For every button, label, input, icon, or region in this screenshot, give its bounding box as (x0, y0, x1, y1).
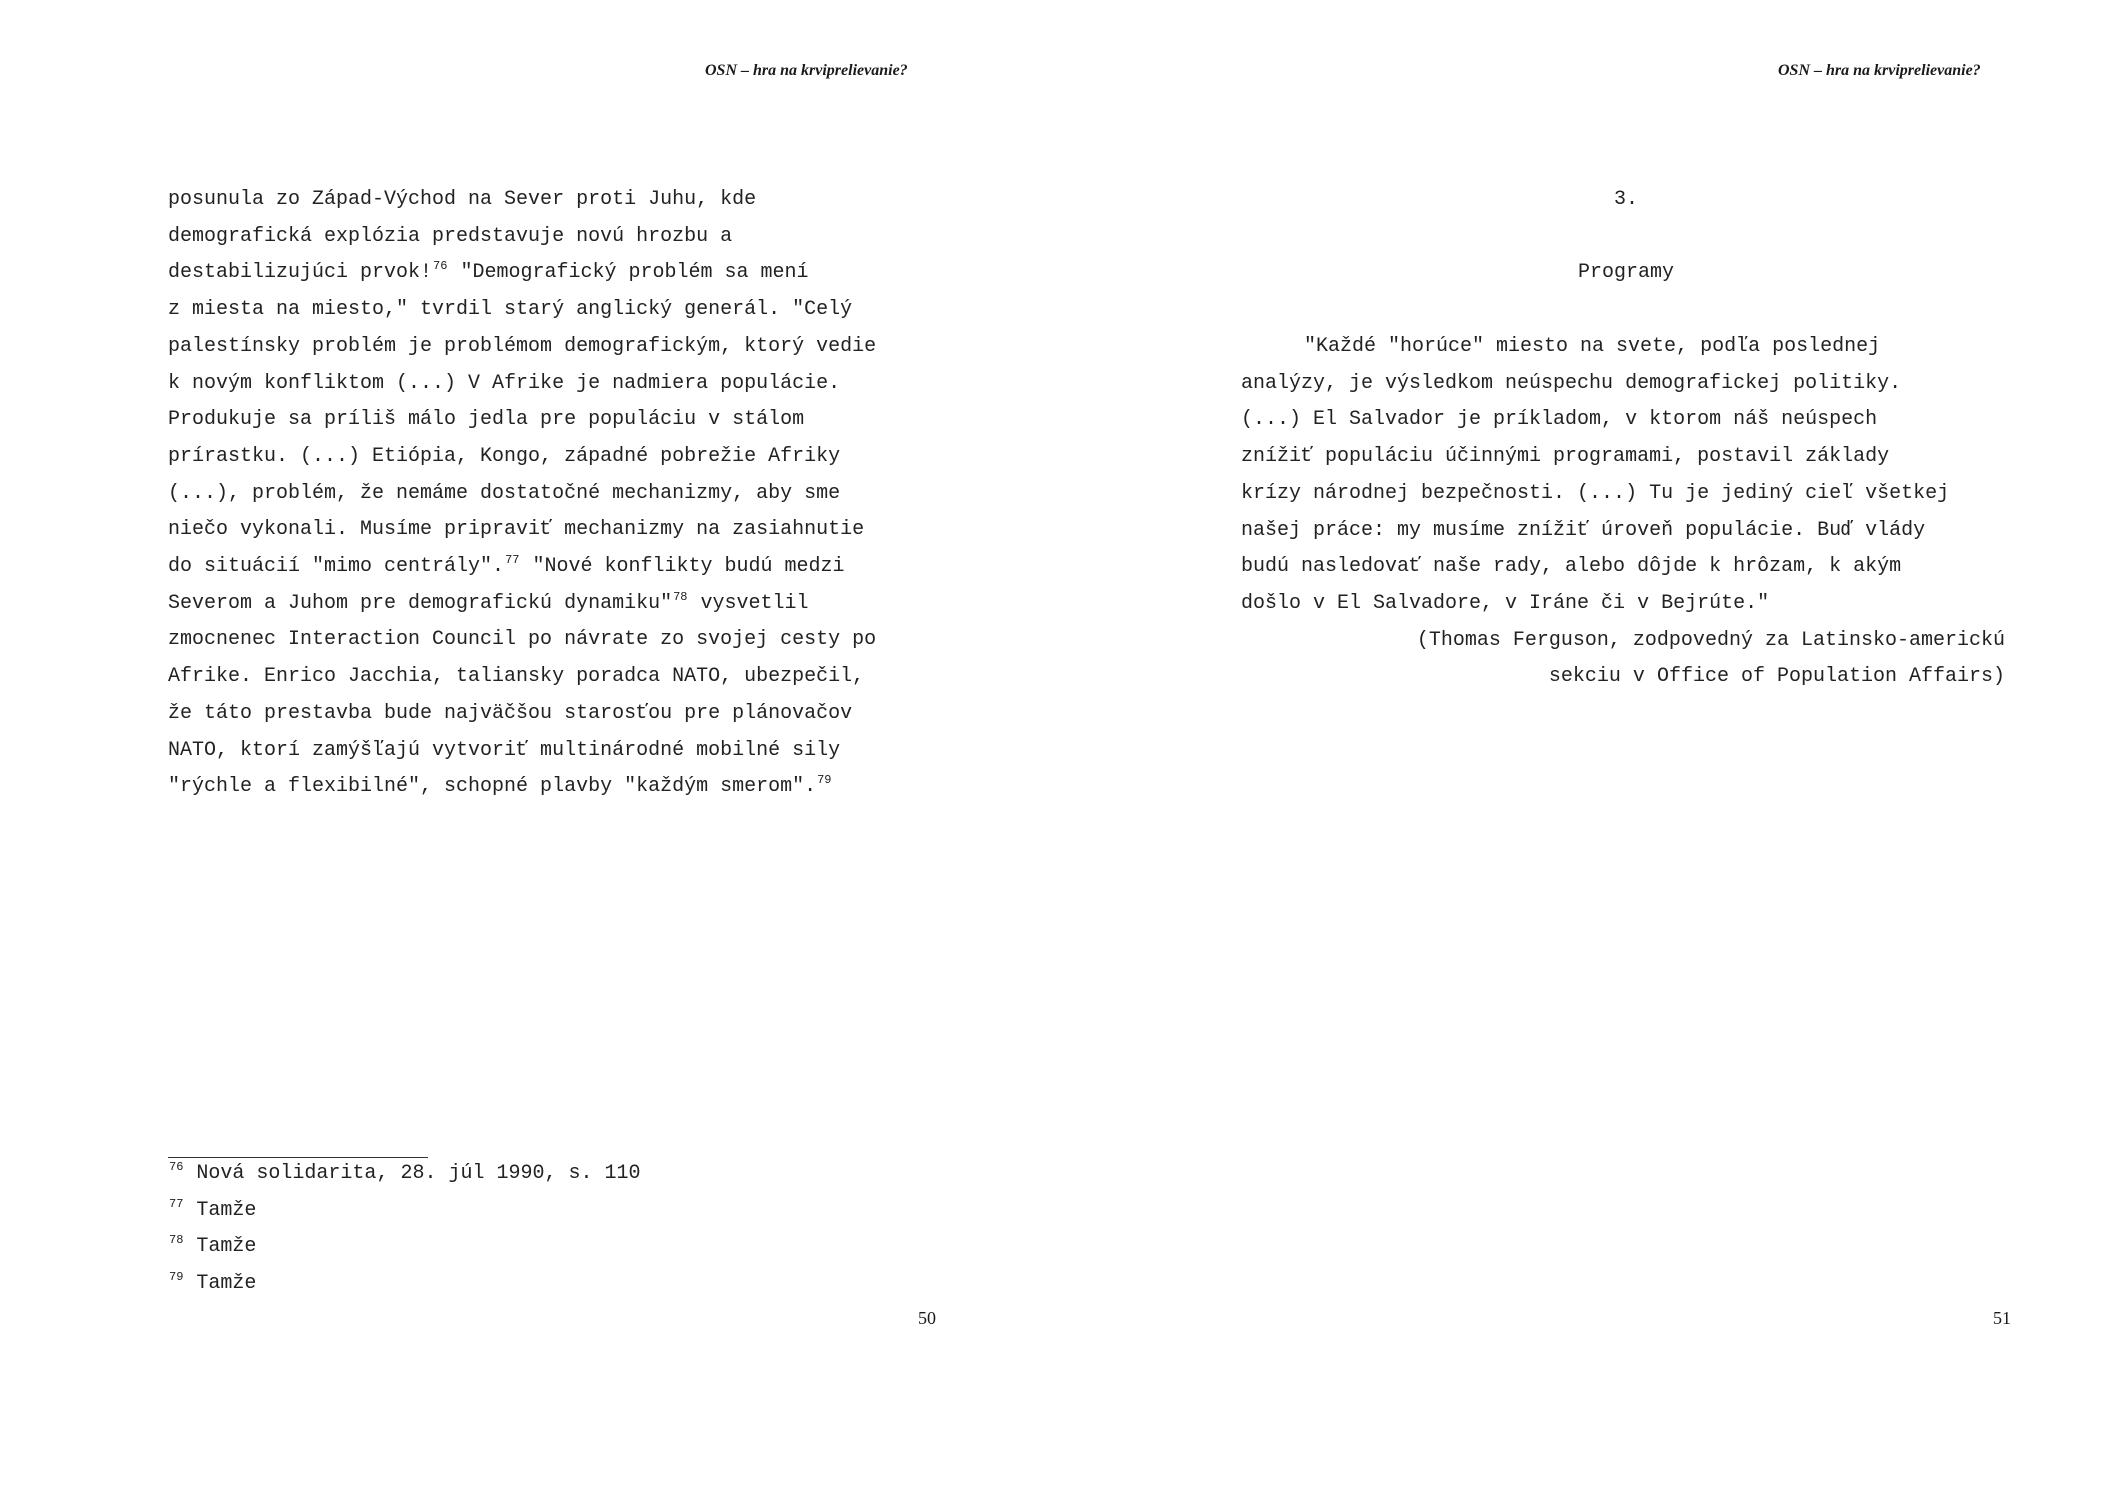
body-line: posunula zo Západ-Východ na Sever proti Juhu, kde (168, 188, 757, 211)
footnote-reference[interactable]: 76 (433, 259, 448, 274)
quote-line: "Každé "horúce" miesto na svete, podľa poslednej (1304, 335, 1881, 358)
body-line: (...), problém, že nemáme dostatočné mechanizmy, aby sme (168, 481, 841, 505)
running-head: OSN – hra na krviprelievanie? (705, 62, 908, 79)
footnote (168, 1160, 640, 1188)
quote-line: analýzy, je výsledkom neúspechu demografickej politiky. (1241, 371, 1902, 395)
body-line: Produkuje sa príliš málo jedla pre populáciu v stálom (168, 408, 805, 432)
footnote (168, 1197, 256, 1225)
body-line (168, 259, 809, 287)
attribution-line: sekciu v Office of Population Affairs) (1548, 665, 2005, 689)
footnote-number: 79 (169, 1270, 184, 1285)
text-segment: destabilizujúci prvok! (168, 261, 433, 285)
footnote-text: Nová solidarita, 28. júl 1990, s. 110 (184, 1162, 641, 1185)
footnote-reference[interactable]: 79 (817, 773, 832, 788)
section-number: 3. (1613, 188, 1638, 211)
text-segment: "rýchle a flexibilné", schopné plavby "každým smerom". (168, 775, 817, 799)
page-number: 51 (1993, 1308, 2011, 1328)
body-line: k novým konfliktom (...) V Afrike je nadmiera populácie. (168, 371, 841, 395)
body-line: palestínsky problém je problémom demografickým, ktorý vedie (168, 334, 877, 358)
footnote-text: Tamže (184, 1198, 257, 1222)
attribution-line: (Thomas Ferguson, zodpovedný za Latinsko-americkú (1416, 628, 2005, 652)
page-number: 50 (918, 1308, 936, 1328)
quote-line: (...) El Salvador je príkladom, v ktorom náš neúspech (1241, 408, 1878, 432)
footnote-number: 78 (169, 1233, 184, 1248)
quote-line: našej práce: my musíme znížiť úroveň populácie. Buď vlády (1241, 518, 1926, 542)
body-line (168, 553, 845, 581)
footnote-number: 77 (169, 1196, 184, 1211)
body-line (168, 590, 809, 618)
text-segment: vysvetlil (688, 591, 809, 615)
body-line: zmocnenec Interaction Council po návrate zo svojej cesty po (168, 628, 877, 652)
footnote-separator (168, 1157, 428, 1158)
footnote-text: Tamže (184, 1235, 257, 1259)
text-segment: Severom a Juhom pre demografickú dynamiku" (168, 591, 673, 615)
footnote (168, 1270, 256, 1298)
body-line: z miesta na miesto," tvrdil starý anglický generál. "Celý (168, 298, 853, 322)
footnote-number: 76 (169, 1160, 184, 1174)
footnote-text: Tamže (184, 1272, 257, 1296)
body-line: prírastku. (...) Etiópia, Kongo, západné pobrežie Afriky (168, 444, 841, 468)
footnote-reference[interactable]: 77 (505, 553, 520, 567)
quote-line: budú nasledovať naše rady, alebo dôjde k hrôzam, k akým (1241, 555, 1902, 579)
running-head: OSN – hra na krviprelievanie? (1778, 62, 1981, 79)
body-line: demografická explózia predstavuje novú hrozbu a (168, 224, 733, 248)
body-line: niečo vykonali. Musíme pripraviť mechanizmy na zasiahnutie (168, 518, 865, 542)
text-segment: "Demografický problém sa mení (448, 261, 809, 285)
body-line: že táto prestavba bude najväčšou starosťou pre plánovačov (168, 701, 853, 725)
body-line (168, 773, 833, 801)
body-line: Afrike. Enrico Jacchia, taliansky poradca NATO, ubezpečil, (168, 665, 865, 689)
quote-line: znížiť populáciu účinnými programami, postavil základy (1241, 445, 1890, 469)
quote-line: krízy národnej bezpečnosti. (...) Tu je jediný cieľ všetkej (1241, 481, 1950, 505)
body-line: NATO, ktorí zamýšľajú vytvoriť multinárodné mobilné sily (168, 738, 841, 762)
footnote-reference[interactable]: 78 (673, 589, 688, 604)
text-segment: "Nové konflikty budú medzi (520, 555, 845, 578)
quote-line: došlo v El Salvadore, v Iráne či v Bejrúte." (1241, 591, 1770, 615)
section-title: Programy (1577, 261, 1674, 284)
text-segment: do situácií "mimo centrály". (168, 555, 505, 578)
right-page (1060, 0, 2120, 1500)
footnote (168, 1233, 256, 1261)
